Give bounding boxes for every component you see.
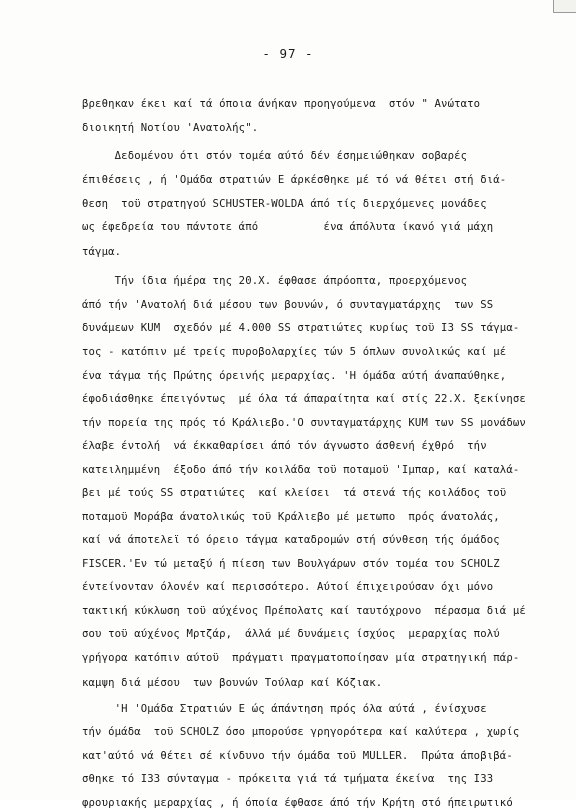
text-line: τήν πορεία της πρός τό Κράλιεβο.'Ο συνταγματάρχης KUM των SS μονάδων bbox=[82, 417, 526, 429]
text-line: γρήγορα κατόπιν αύτοϋ πράγματι πραγματοποίησαν μία στρατηγική πάρ- bbox=[82, 652, 520, 664]
text-line: καί νά άποτελεϊ τό όρειο τάγμα καταδρομών στή σύνθεση τής όμάδος bbox=[82, 534, 500, 546]
text-line: φρουριακής μεραρχίας , ή όποία έφθασε άπό τήν Κρήτη στό ήπειρωτικό bbox=[82, 797, 513, 809]
text-line: τακτική κύκλωση τοϋ αύχένος Πρέπολατς καί ταυτόχρονο πέρασμα διά μέ bbox=[82, 605, 526, 617]
text-line: ως έφεδρεία του πάντοτε άπό ένα άπόλυτα ίκανό γιά μάχη bbox=[82, 221, 494, 233]
page-corner-fold bbox=[553, 0, 576, 13]
text-line: βρεθηκαν έκει καί τά όποια άνήκαν προηγούμενα στόν " Ανώτατο bbox=[82, 98, 481, 110]
text-line: σου τοϋ αύχένος Μρτζάρ, άλλά μέ δυνάμεις ίσχύος μεραρχίας πολύ bbox=[82, 628, 500, 640]
text-line: έντείνονταν όλονέν καί περισσότερο. Αύτοί έπιχειρούσαν όχι μόνο bbox=[82, 581, 494, 593]
text-line: θεση τοϋ στρατηγού SCHUSTER-WOLDA άπό τίς διερχόμενες μονάδες bbox=[82, 198, 487, 210]
text-line: FISCER.'Εν τώ μεταξύ ή πίεση των Βουλγάρων στόν τομέα του SCHOLZ bbox=[82, 558, 500, 570]
text-line: διοικητή Νοτίου 'Ανατολής". bbox=[82, 122, 259, 134]
text-line: κατειλημμένη έξοδο άπό τήν κοιλάδα τοϋ ποταμοϋ 'Ιμπαρ, καί καταλά- bbox=[82, 464, 520, 476]
text-line: τάγμα. bbox=[82, 246, 122, 258]
text-line: άπό τήν 'Ανατολή διά μέσου των βουνών, ό συνταγματάρχης των SS bbox=[82, 299, 494, 311]
text-line: καμψη διά μέσου των βουνών Τούλαρ καί Κόζιακ. bbox=[82, 677, 383, 689]
text-line: βει μέ τούς SS στρατιώτες καί κλείσει τά στενά τής κοιλάδος τοϋ bbox=[82, 487, 507, 499]
text-line: κατ'αύτό νά θέτει σέ κίνδυνο τήν όμάδα τοϋ MULLER. Πρώτα άποβιβά- bbox=[82, 750, 513, 762]
text-line: 'Η 'Ομάδα Στρατιών Ε ώς άπάντηση πρός όλα αύτά , ένίσχυσε bbox=[82, 703, 487, 715]
text-line: τήν όμάδα τοϋ SCHOLZ όσο μπορούσε γρηγορότερα καί καλύτερα , χωρίς bbox=[82, 726, 520, 738]
text-line: σθηκε τό I33 σύνταγμα - πρόκειτα γιά τά τμήματα έκείνα της I33 bbox=[82, 773, 494, 785]
text-line: Τήν ίδια ήμέρα της 20.Χ. έφθασε άπρόοπτα, προερχόμενος bbox=[82, 275, 468, 287]
text-line: έπιθέσεις , ή 'Ομάδα στρατιών Ε άρκέσθηκε μέ τό νά θέτει στή διά- bbox=[82, 174, 507, 186]
text-line: Δεδομένου ότι στόν τομέα αύτό δέν έσημειώθηκαν σοβαρές bbox=[82, 150, 468, 162]
page-number: - 97 - bbox=[262, 46, 314, 61]
text-line: έλαβε έντολή νά έκκαθαρίσει άπό τόν άγνωστο άσθενή έχθρό τήν bbox=[82, 440, 487, 452]
text-line: ποταμοϋ Μοράβα άνατολικώς τοϋ Κράλιεβο μέ μετωπο πρός άνατολάς, bbox=[82, 511, 500, 523]
text-line: ένα τάγμα τής Πρώτης όρεινής μεραρχίας. 'Η όμάδα αύτή άναπαύθηκε, bbox=[82, 370, 507, 382]
text-line: έφοδιάσθηκε έπειγόντως μέ όλα τά άπαραίτητα καί στίς 22.Χ. ξεκίνησε bbox=[82, 393, 526, 405]
text-line: δυνάμεων KUM σχεδόν μέ 4.000 SS στρατιώτες κυρίως τοϋ I3 SS τάγμα- bbox=[82, 322, 520, 334]
text-line: τος - κατόπιν μέ τρείς πυροβολαρχίες τών 5 όπλων συνολικώς καί μέ bbox=[82, 346, 507, 358]
